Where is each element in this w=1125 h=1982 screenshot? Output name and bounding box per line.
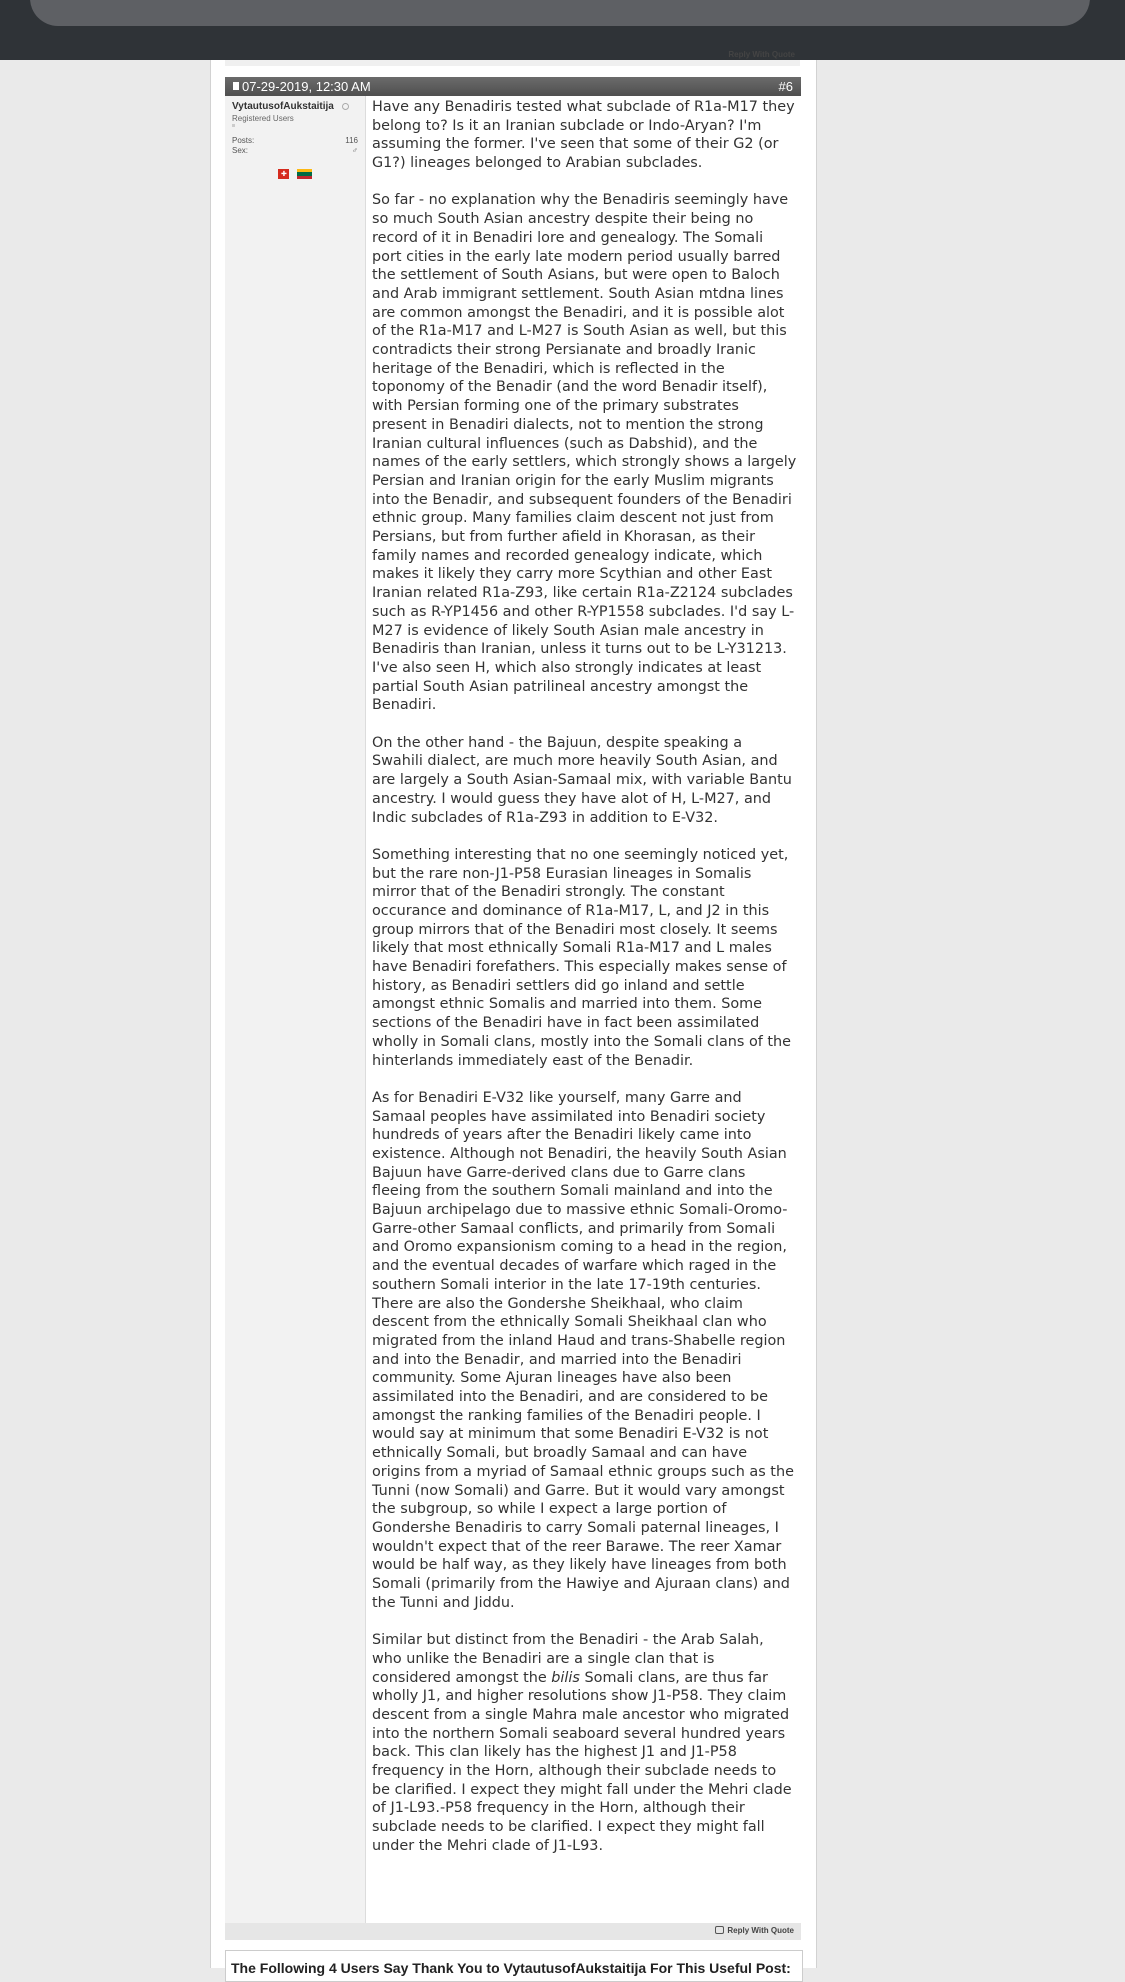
- posts-label: Posts:: [232, 136, 255, 145]
- message-paragraph-2: So far - no explanation why the Benadiris seemingly have so much South Asian ancestry despite their being no record of it in Benadiri lore and genealogy. The Somali port cities in the early late modern period usually barred the settlement of South Asians, but were open to Baloch and Arab immigrant settlement. South Asian mtdna lines are common amongst the Benadiri, and it is possible alot of the R1a-M17 and L-M27 is South Asian as well, but this contradicts their strong Persianate and broadly Iranic heritage of the Benadiri, which is reflected in the toponomy of the Benadir (and the word Benadir itself), with Persian forming one of the primary substrates present in Benadiri dialects, not to mention the strong Iranian cultural influences (such as Dabshid), and the names of the early settlers, which strongly shows a largely Persian and Iranian origin for the early Muslim migrants into the Benadir, and subsequent founders of the Benadiri ethnic group. Many families claim descent not just from Persians, but from further afield in Khorasan, as their family names and recorded genealogy indicate, which makes it likely they carry more Scythian and other East Iranian related R1a-Z93, like certain R1a-Z2124 subclades such as R-YP1456 and other R-YP1558 subclades. I'd say L-M27 is evidence of likely South Asian male ancestry in Benadiris than Iranian, unless it turns out to be L-Y31213. I've also seen H, which also strongly indicates at least partial South Asian patrilineal ancestry amongst the Benadiri.: [372, 192, 797, 714]
- posts-count: 116: [345, 136, 358, 145]
- sex-label: Sex:: [232, 146, 249, 155]
- message-paragraph-1: Have any Benadiris tested what subclade of R1a-M17 they belong to? Is it an Iranian subclade or Indo-Aryan? I'm assuming the former. I've seen that some of their G2 (or G1?) lineages belonged to Arabian subclades.: [372, 99, 795, 172]
- reputation-icon: [232, 124, 235, 127]
- dna-icon: [278, 169, 289, 179]
- quote-icon: [715, 1926, 724, 1934]
- sex-icon: ♂: [352, 146, 358, 155]
- reply-with-quote-button[interactable]: [715, 1926, 794, 1935]
- post-message: [372, 98, 797, 1874]
- previous-reply-with-quote-button[interactable]: Reply With Quote: [728, 50, 795, 59]
- thanks-box-title: The Following 4 Users Say Thank You to VytautusofAukstaitija For This Useful Post:: [231, 1960, 791, 1976]
- online-status-icon: [342, 103, 349, 110]
- post-status-icon: [233, 82, 239, 90]
- reply-with-quote-label: Reply With Quote: [727, 1926, 794, 1935]
- message-text: Similar but distinct from the Benadiri - the Arab Salah, who unlike the Benadiri are a single clan that is considered amongst the: [372, 1632, 764, 1686]
- forum-post: [225, 77, 801, 1945]
- message-paragraph-6: [372, 1631, 797, 1855]
- message-paragraph-3: On the other hand - the Bajuun, despite speaking a Swahili dialect, are much more heavily South Asian, and are largely a South Asian-Samaal mix, with variable Bantu ancestry. I would guess they have alot of H, L-M27, and Indic subclades of R1a-Z93 in addition to E-V32.: [372, 734, 792, 826]
- post-number-link[interactable]: #6: [778, 79, 793, 94]
- previous-post-footer: [225, 60, 800, 66]
- message-paragraph-4: Something interesting that no one seemingly noticed yet, but the rare non-J1-P58 Eurasian lineages in Somalis mirror that of the Benadiri strongly. The constant occurance and dominance of R1a-M17, L, and J2 in this group mirrors that of the Benadiri most closely. It seems likely that most ethnically Somali R1a-M17 and L males have Benadiri forefathers. This especially makes sense of history, as Benadiri settlers did go inland and settle amongst ethnic Somalis and married into them. Some sections of the Benadiri have in fact been assimilated wholly in Somali clans, mostly into the Somali clans of the hinterlands immediately east of the Benadir.: [372, 846, 792, 1069]
- post-date: 07-29-2019, 12:30 AM: [242, 79, 371, 94]
- user-title: Registered Users: [232, 114, 294, 123]
- dna-icon-glyph: ✚: [281, 170, 287, 178]
- user-info-panel: [225, 96, 366, 1923]
- post-footer: [225, 1923, 801, 1940]
- thanks-box: [225, 1950, 803, 1982]
- browser-top-bar: [0, 0, 1125, 60]
- message-text: Somali clans, are thus far wholly J1, and higher resolutions show J1-P58. They claim descent from a single Mahra male ancestor who migrated into the northern Somali seaboard several hundred years back. This clan likely has the highest J1 and J1-P58 frequency in the Horn, although their subclade needs to be clarified. I expect they might fall under the Mehri clade of J1-L93.-P58 frequency in the Horn, although their subclade needs to be clarified. I expect they might fall under the Mehri clade of J1-L93.: [372, 1669, 792, 1854]
- italic-term: bilis: [551, 1669, 580, 1686]
- username-link[interactable]: VytautusofAukstaitija: [232, 101, 334, 112]
- post-header: [225, 77, 801, 96]
- address-bar[interactable]: [30, 0, 1090, 26]
- lithuania-flag-icon: [297, 169, 312, 179]
- message-paragraph-5: As for Benadiri E-V32 like yourself, many Garre and Samaal peoples have assimilated into Benadiri society hundreds of years after the Benadiri likely came into existence. Although not Benadiri, the heavily South Asian Bajuun have Garre-derived clans due to Garre clans fleeing from the southern Somali mainland and into the Bajuun archipelago due to massive ethnic Somali-Oromo-Garre-other Samaal conflicts, and primarily from Somali and Oromo expansionism coming to a head in the region, and the eventual decades of warfare which raged in the southern Somali interior in the late 17-19th centuries. There are also the Gondershe Sheikhaal, who claim descent from the ethnically Somali Sheikhaal clan who migrated from the inland Haud and trans-Shabelle region and into the Benadir, and married into the Benadiri community. Some Ajuran lineages have also been assimilated into the Benadiri, and are considered to be amongst the ranking families of the Benadiri people. I would say at minimum that some Benadiri E-V32 is not ethnically Somali, but broadly Samaal and can have origins from a myriad of Samaal ethnic groups such as the Tunni (now Somali) and Garre. But it would vary amongst the subgroup, so while I expect a large portion of Gondershe Benadiris to carry Somali paternal lineages, I wouldn't expect that of the reer Barawe. The reer Xamar would be half way, as they likely have lineages from both Somali (primarily from the Hawiye and Ajuraan clans) and the Tunni and Jiddu.: [372, 1089, 794, 1611]
